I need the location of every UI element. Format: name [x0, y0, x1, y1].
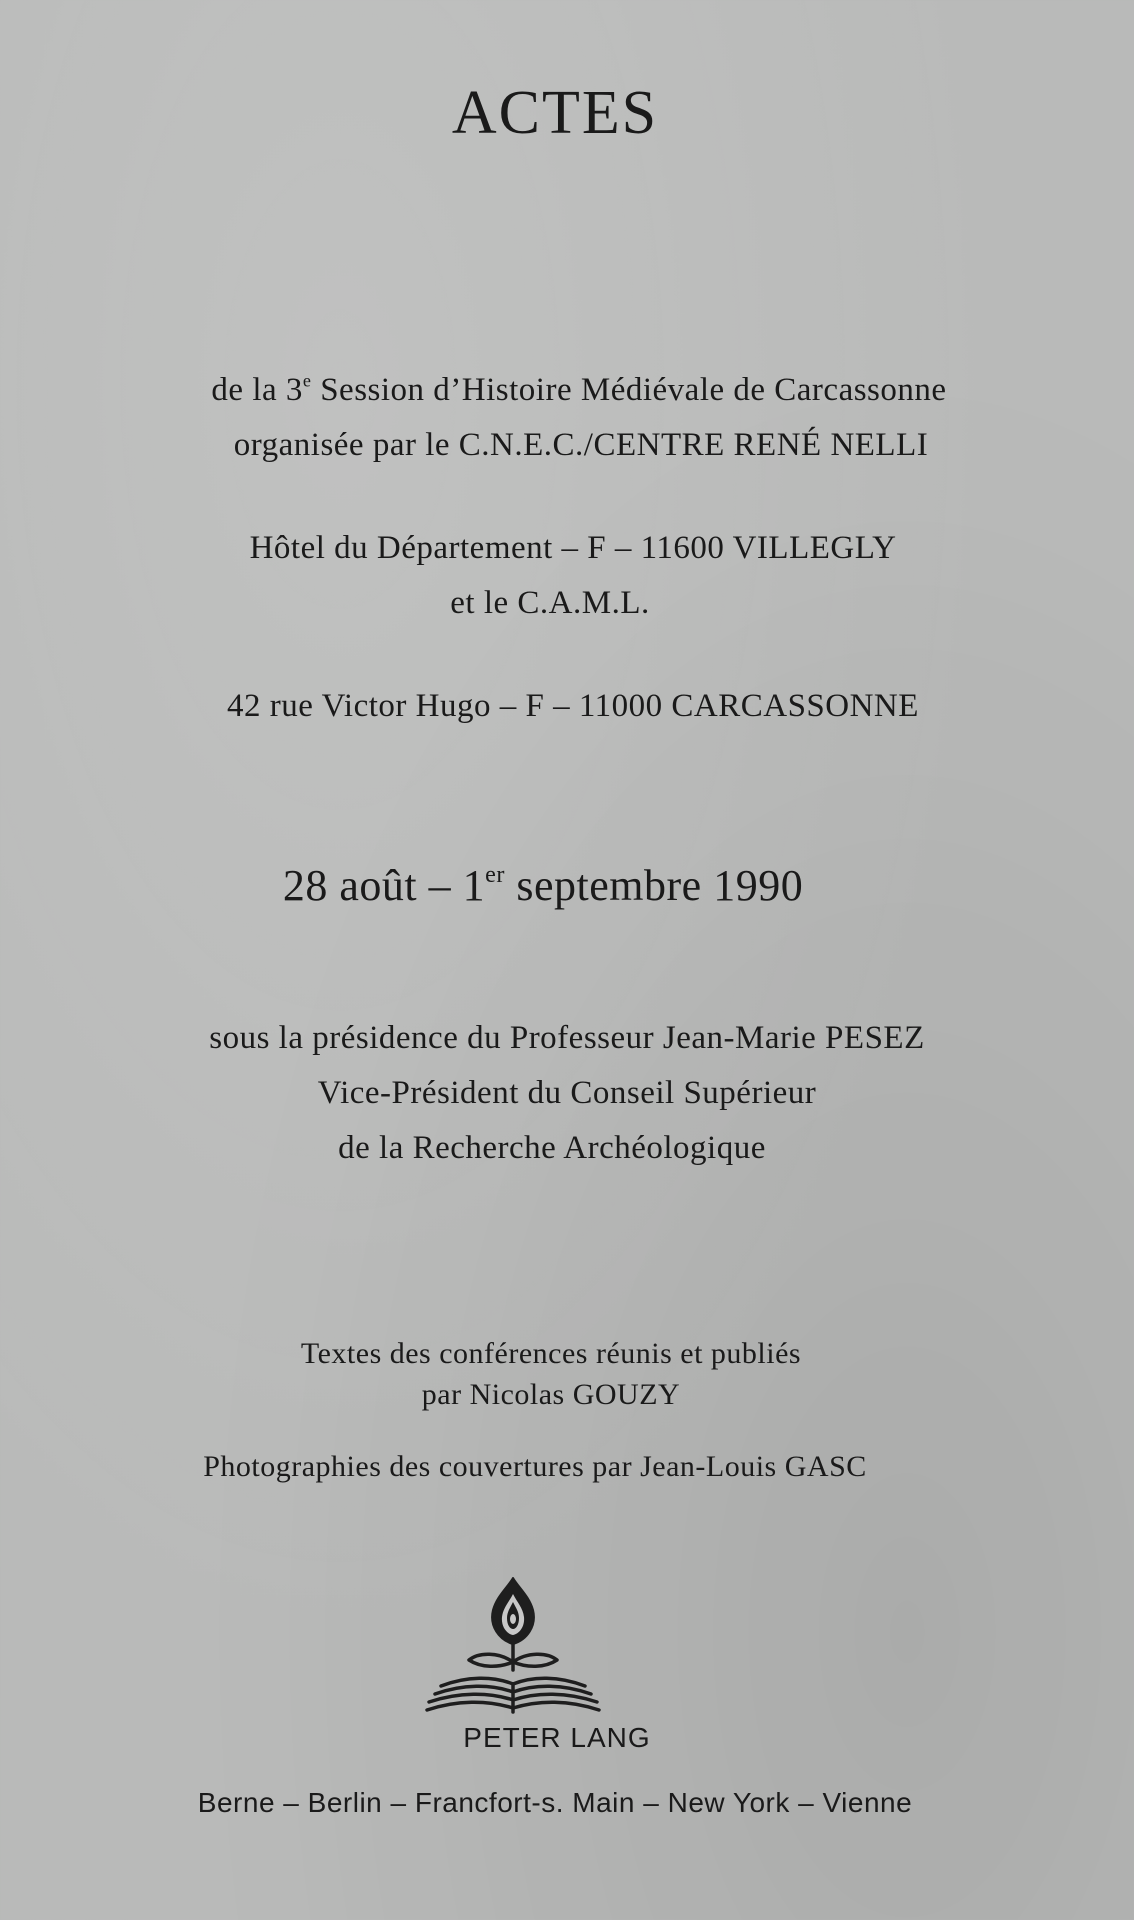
presidency-line-3: de la Recherche Archéologique — [338, 1130, 766, 1166]
session-line-1-post: Session d’Histoire Médiévale de Carcassonne — [311, 372, 947, 408]
publisher-name: PETER LANG — [463, 1722, 651, 1753]
dates-sup: er — [485, 860, 505, 888]
peter-lang-logo-icon — [423, 1572, 603, 1720]
presidency-line-2: Vice-Président du Conseil Supérieur — [317, 1075, 817, 1111]
dates-pre: 28 août – 1 — [282, 861, 486, 910]
credits-texts-line-2: par Nicolas GOUZY — [421, 1378, 681, 1411]
credits-photos: Photographies des couvertures par Jean-Louis GASC — [203, 1450, 867, 1483]
session-line-1 — [12, 372, 1134, 409]
session-line-2: organisée par le C.N.E.C./CENTRE RENÉ NELLI — [233, 427, 929, 463]
credits-texts-line-1: Textes des conférences réunis et publiés — [300, 1337, 802, 1370]
address2-line-1: 42 rue Victor Hugo – F – 11000 CARCASSONNE — [227, 688, 919, 724]
page-title: ACTES — [451, 79, 659, 147]
address1-line-2: et le C.A.M.L. — [450, 585, 650, 621]
dates-post: septembre 1990 — [504, 861, 804, 910]
publisher-cities: Berne – Berlin – Francfort-s. Main – New York – Vienne — [197, 1787, 913, 1818]
address1-line-1: Hôtel du Département – F – 11600 VILLEGLY — [249, 530, 897, 566]
presidency-line-1: sous la présidence du Professeur Jean-Marie PESEZ — [209, 1020, 925, 1056]
session-line-1-pre: de la 3 — [211, 372, 303, 408]
session-dates — [0, 860, 1110, 911]
session-line-1-sup: e — [302, 370, 312, 391]
